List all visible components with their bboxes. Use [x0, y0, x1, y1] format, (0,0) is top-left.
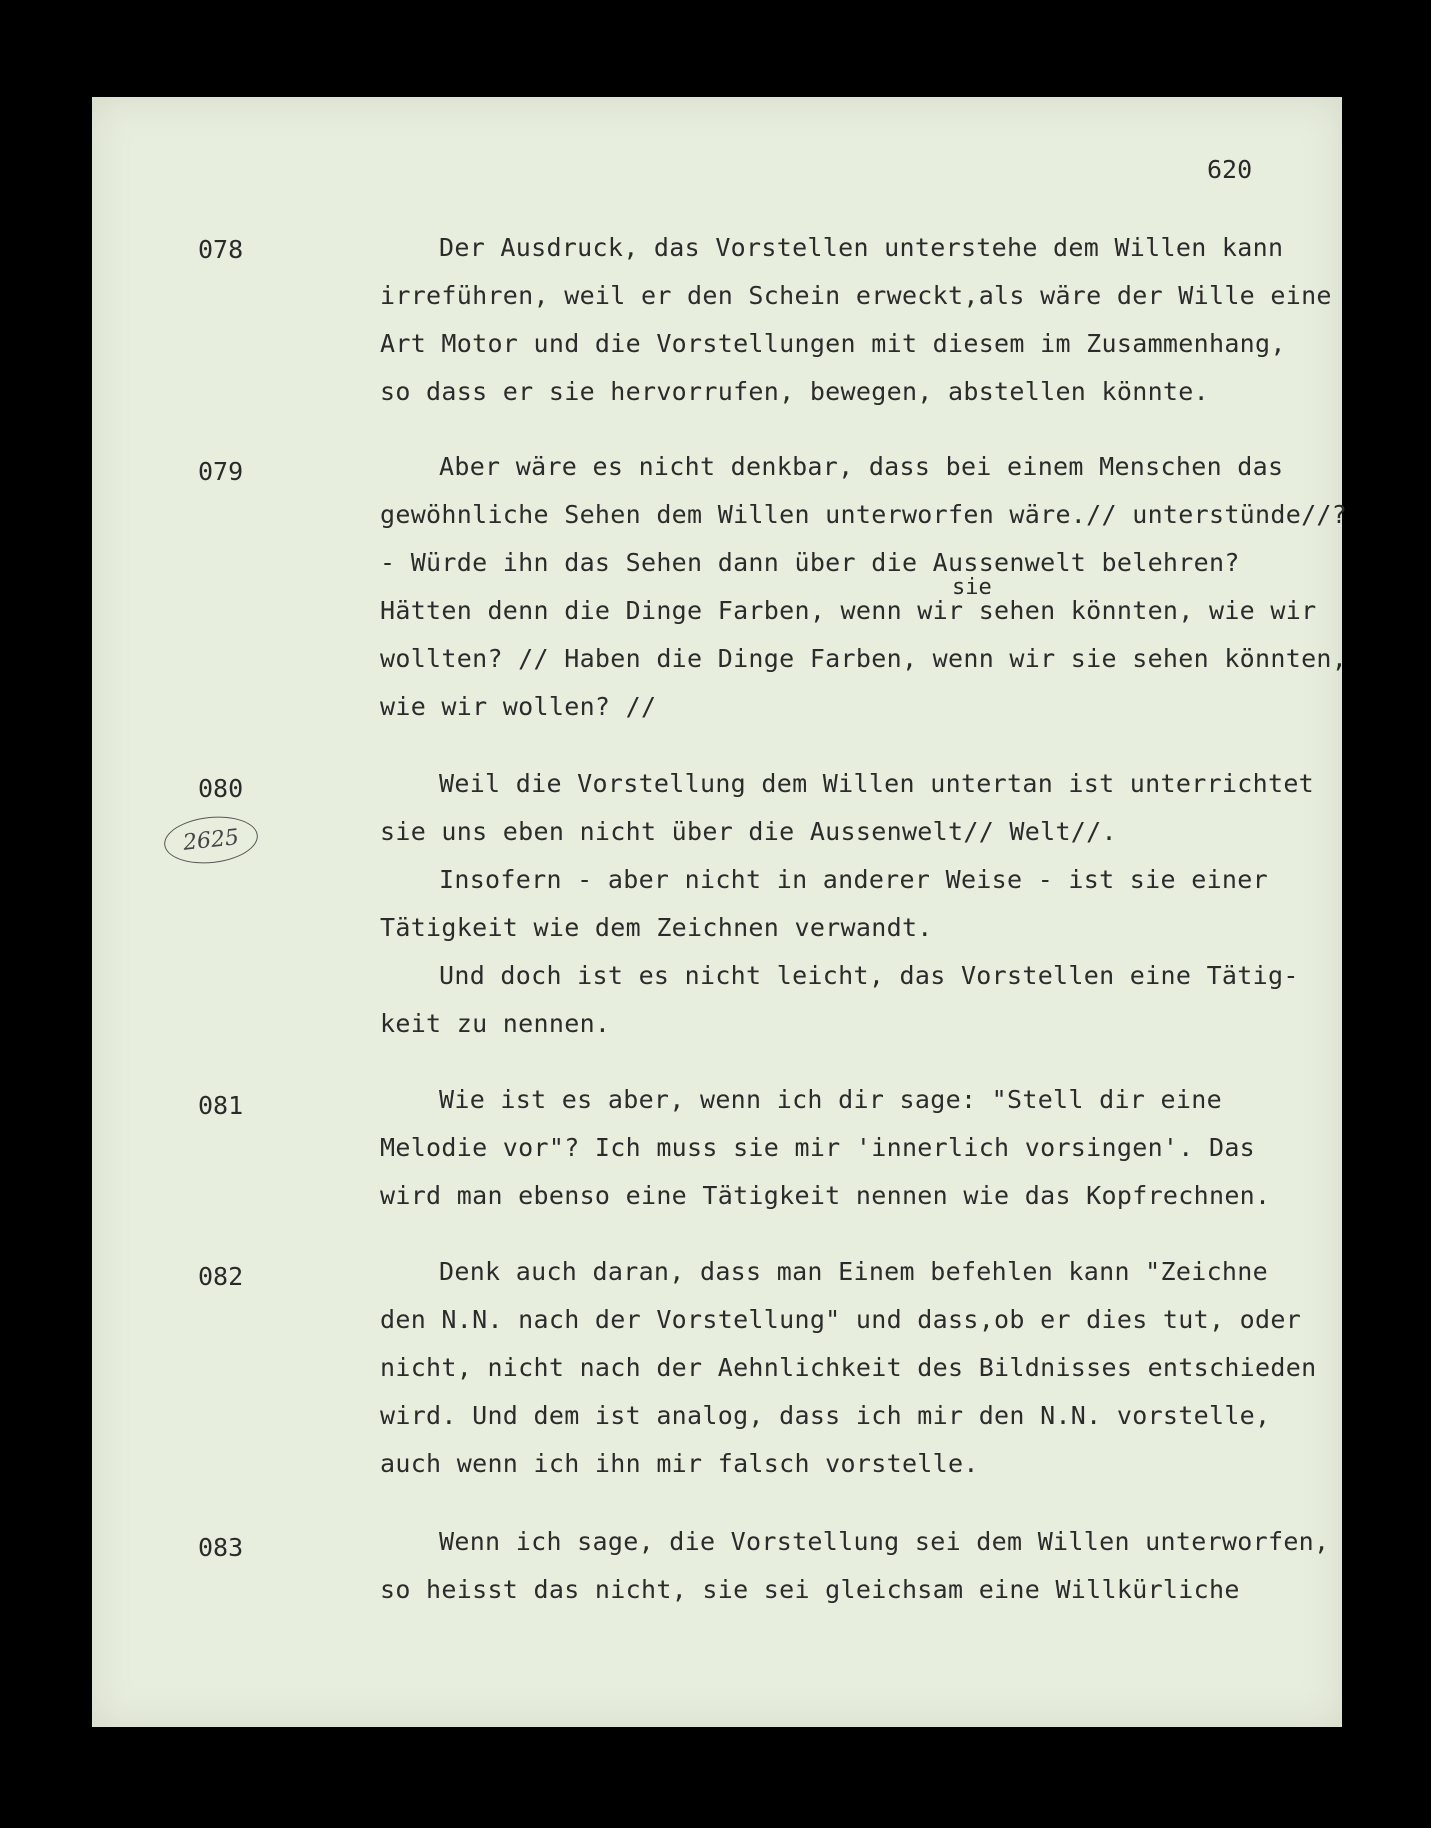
text-line: gewöhnliche Sehen dem Willen unterworfen wäre.// unterstünde//? — [380, 500, 1348, 529]
text-line: wie wir wollen? // — [380, 692, 657, 721]
text-line: Melodie vor"? Ich muss sie mir 'innerlich vorsingen'. Das — [380, 1133, 1256, 1162]
text-line: keit zu nennen. — [380, 1009, 611, 1038]
typed-insertion: sie — [952, 575, 992, 600]
archive-mark: 2625 — [162, 812, 260, 868]
text-line: Insofern - aber nicht in anderer Weise - ist sie einer — [439, 865, 1268, 894]
text-line: Wie ist es aber, wenn ich dir sage: "Stell dir eine — [439, 1085, 1222, 1114]
text-line: Tätigkeit wie dem Zeichnen verwandt. — [380, 913, 933, 942]
text-line: Denk auch daran, dass man Einem befehlen kann "Zeichne — [439, 1257, 1268, 1286]
text-line: sie uns eben nicht über die Aussenwelt// Welt//. — [380, 817, 1117, 846]
section-number: 082 — [198, 1262, 244, 1291]
text-line: wollten? // Haben die Dinge Farben, wenn wir sie sehen könnten, — [380, 644, 1348, 673]
text-line: Wenn ich sage, die Vorstellung sei dem Willen unterworfen, — [439, 1527, 1330, 1556]
text-line: den N.N. nach der Vorstellung" und dass,ob er dies tut, oder — [380, 1305, 1302, 1334]
document-page — [92, 97, 1348, 1727]
text-line: Der Ausdruck, das Vorstellen unterstehe dem Willen kann — [439, 233, 1284, 262]
page-number: 620 — [1207, 155, 1253, 184]
text-line: so dass er sie hervorrufen, bewegen, abstellen könnte. — [380, 377, 1209, 406]
section-number: 078 — [198, 235, 244, 264]
text-line: nicht, nicht nach der Aehnlichkeit des Bildnisses entschieden — [380, 1353, 1317, 1382]
text-line: so heisst das nicht, sie sei gleichsam eine Willkürliche — [380, 1575, 1240, 1604]
section-number: 079 — [198, 457, 244, 486]
text-line: Art Motor und die Vorstellungen mit diesem im Zusammenhang, — [380, 329, 1286, 358]
section-number: 080 — [198, 774, 244, 803]
text-line: Aber wäre es nicht denkbar, dass bei einem Menschen das — [439, 452, 1284, 481]
text-line: - Würde ihn das Sehen dann über die Aussenwelt belehren? — [380, 548, 1240, 577]
text-line: Und doch ist es nicht leicht, das Vorstellen eine Tätig- — [439, 961, 1299, 990]
section-number: 081 — [198, 1091, 244, 1120]
text-line: irreführen, weil er den Schein erweckt,als wäre der Wille eine — [380, 281, 1332, 310]
text-line: Weil die Vorstellung dem Willen untertan ist unterrichtet — [439, 769, 1315, 798]
text-line: Hätten denn die Dinge Farben, wenn wir sehen könnten, wie wir — [380, 596, 1317, 625]
text-line: wird man ebenso eine Tätigkeit nennen wie das Kopfrechnen. — [380, 1181, 1271, 1210]
text-line: auch wenn ich ihn mir falsch vorstelle. — [380, 1449, 979, 1478]
section-number: 083 — [198, 1533, 244, 1562]
text-line: wird. Und dem ist analog, dass ich mir den N.N. vorstelle, — [380, 1401, 1271, 1430]
